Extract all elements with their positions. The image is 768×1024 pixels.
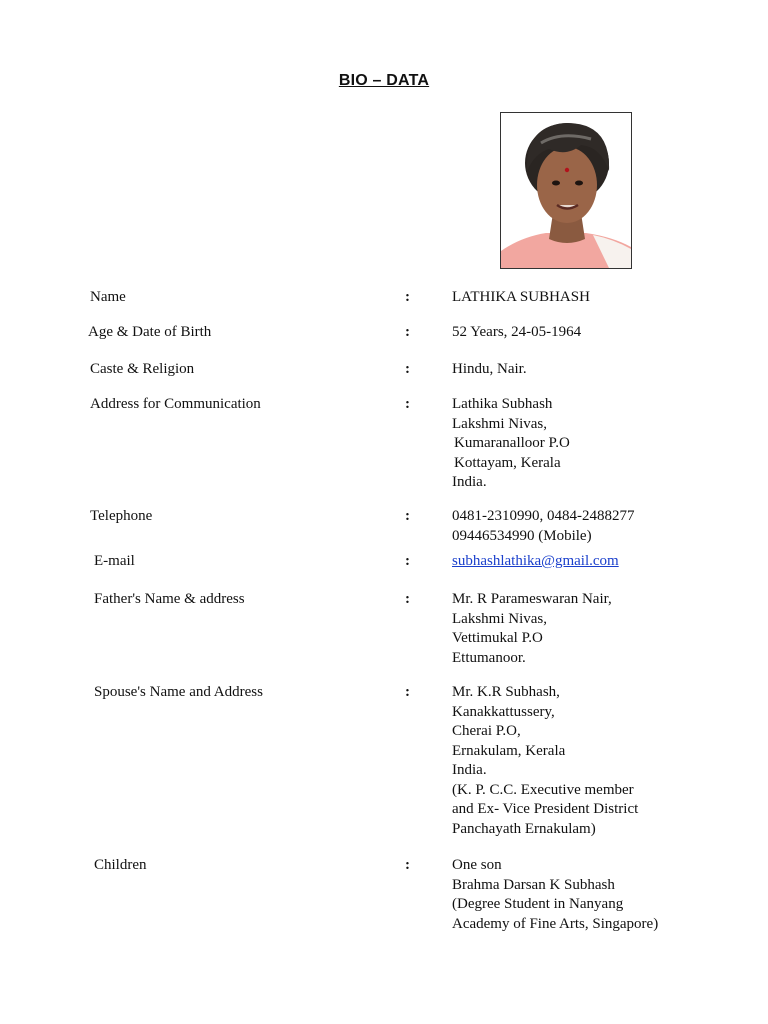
spouse-label: Spouse's Name and Address xyxy=(94,684,263,700)
children-line: (Degree Student in Nanyang xyxy=(452,896,624,912)
caste-separator: : xyxy=(405,361,410,377)
email-label: E-mail xyxy=(94,553,135,569)
age-value: 52 Years, 24-05-1964 xyxy=(452,324,582,340)
father-line: Vettimukal P.O xyxy=(452,630,543,646)
telephone-value xyxy=(452,507,635,546)
profile-photo xyxy=(500,112,632,269)
father-line: Mr. R Parameswaran Nair, xyxy=(452,591,612,607)
telephone-line: 09446534990 (Mobile) xyxy=(452,527,592,544)
spouse-line: (K. P. C.C. Executive member xyxy=(452,781,634,798)
telephone-separator: : xyxy=(405,508,410,524)
children-line: Brahma Darsan K Subhash xyxy=(452,876,615,893)
name-label: Name xyxy=(90,289,126,305)
children-value xyxy=(452,856,658,934)
caste-label: Caste & Religion xyxy=(90,361,195,377)
children-label: Children xyxy=(94,857,147,873)
children-line: Academy of Fine Arts, Singapore) xyxy=(452,915,659,932)
telephone-label: Telephone xyxy=(90,508,153,524)
age-label: Age & Date of Birth xyxy=(88,324,212,340)
address-line: Lathika Subhash xyxy=(452,396,553,412)
spouse-separator: : xyxy=(405,684,410,700)
spouse-line: India. xyxy=(452,762,487,778)
children-line: One son xyxy=(452,857,502,873)
spouse-line: and Ex- Vice President District xyxy=(452,801,639,817)
father-separator: : xyxy=(405,591,410,607)
address-line: Kottayam, Kerala xyxy=(454,454,561,471)
address-line: India. xyxy=(452,474,487,490)
page-title: BIO – DATA xyxy=(338,72,430,89)
spouse-line: Ernakulam, Kerala xyxy=(452,742,566,759)
address-line: Kumaranalloor P.O xyxy=(454,435,570,451)
age-separator: : xyxy=(405,324,410,340)
father-line: Lakshmi Nivas, xyxy=(452,610,547,627)
father-line: Ettumanoor. xyxy=(452,649,526,666)
email-link[interactable]: subhashlathika@gmail.com xyxy=(452,553,619,569)
children-separator: : xyxy=(405,857,410,873)
spouse-line: Cherai P.O, xyxy=(452,723,521,739)
father-label: Father's Name & address xyxy=(94,591,245,607)
spouse-value xyxy=(452,683,638,839)
father-value xyxy=(452,590,612,668)
address-value xyxy=(452,395,570,493)
name-separator: : xyxy=(405,289,410,305)
spouse-line: Panchayath Ernakulam) xyxy=(452,820,596,837)
address-line: Lakshmi Nivas, xyxy=(452,415,547,432)
email-separator: : xyxy=(405,553,410,569)
address-separator: : xyxy=(405,396,410,412)
spouse-line: Mr. K.R Subhash, xyxy=(452,684,560,700)
spouse-line: Kanakkattussery, xyxy=(452,703,555,720)
caste-value: Hindu, Nair. xyxy=(452,361,527,377)
telephone-line: 0481-2310990, 0484-2488277 xyxy=(452,508,635,524)
address-label: Address for Communication xyxy=(90,396,261,412)
name-value: LATHIKA SUBHASH xyxy=(452,289,590,305)
